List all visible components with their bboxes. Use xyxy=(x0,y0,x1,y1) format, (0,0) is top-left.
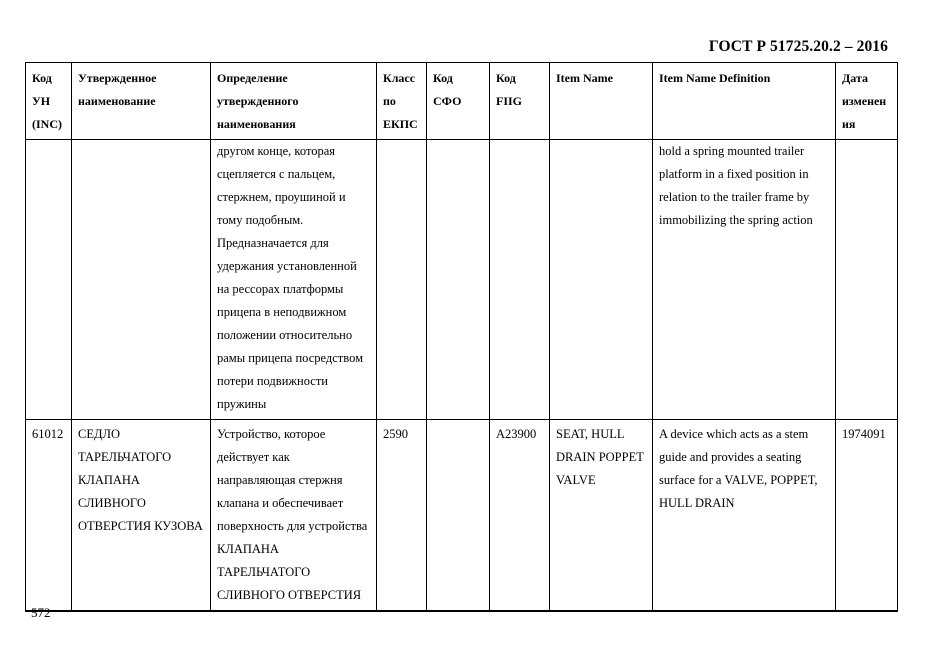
cell-ekps-class: 2590 xyxy=(377,420,427,612)
cell-approved-name: СЕДЛО ТАРЕЛЬЧАТОГО КЛАПАНА СЛИВНОГО ОТВЕРСТИЯ КУЗОВА xyxy=(72,420,211,612)
cell-definition: другом конце, которая сцепляется с пальцем, стержнем, проушиной и тому подобным. Предназначается для удержания установленной на рессорах платформы прицепа в неподвижном положении относительно рамы прицепа посредством потери подвижности пружины xyxy=(211,140,377,420)
cell-definition: Устройство, которое действует как направляющая стержня клапана и обеспечивает поверхность для устройства КЛАПАНА ТАРЕЛЬЧАТОГО СЛИВНОГО ОТВЕРСТИЯ xyxy=(211,420,377,612)
column-header xyxy=(72,63,211,140)
cell-ekps-class xyxy=(377,140,427,420)
column-header-line: утвержденного xyxy=(217,94,299,108)
cell-fiig-code xyxy=(490,140,550,420)
catalog-table xyxy=(25,62,898,612)
column-header-line: Item Name xyxy=(556,71,613,85)
column-header-line: Определение xyxy=(217,71,288,85)
cell-item-name: SEAT, HULL DRAIN POPPET VALVE xyxy=(550,420,653,612)
cell-change-date: 1974091 xyxy=(836,420,898,612)
column-header xyxy=(836,63,898,140)
cell-approved-name xyxy=(72,140,211,420)
table-row xyxy=(26,420,898,612)
column-header xyxy=(427,63,490,140)
column-header-line: ия xyxy=(842,117,856,131)
cell-inc: 61012 xyxy=(26,420,72,612)
cell-item-name xyxy=(550,140,653,420)
column-header-line: (INC) xyxy=(32,117,62,131)
cell-fiig-code: A23900 xyxy=(490,420,550,612)
column-header xyxy=(26,63,72,140)
column-header xyxy=(653,63,836,140)
table-row xyxy=(26,140,898,420)
column-header xyxy=(490,63,550,140)
table-body xyxy=(26,140,898,612)
column-header-line: FIIG xyxy=(496,94,523,108)
cell-change-date xyxy=(836,140,898,420)
column-header-line: Утвержденное xyxy=(78,71,157,85)
table-header xyxy=(26,63,898,140)
column-header-line: наименование xyxy=(78,94,156,108)
column-header-line: СФО xyxy=(433,94,462,108)
column-header-line: Дата xyxy=(842,71,868,85)
column-header xyxy=(377,63,427,140)
cell-sfo-code xyxy=(427,420,490,612)
document-standard-header: ГОСТ Р 51725.20.2 – 2016 xyxy=(708,38,888,55)
header-row xyxy=(26,63,898,140)
page-number: 572 xyxy=(31,605,51,620)
column-header-line: Класс xyxy=(383,71,416,85)
column-header xyxy=(211,63,377,140)
cell-item-name-definition: A device which acts as a stem guide and provides a seating surface for a VALVE, POPPET, HULL DRAIN xyxy=(653,420,836,612)
column-header xyxy=(550,63,653,140)
column-header-line: по xyxy=(383,94,396,108)
column-header-line: Код xyxy=(433,71,453,85)
cell-sfo-code xyxy=(427,140,490,420)
column-header-line: изменен xyxy=(842,94,887,108)
column-header-line: ЕКПС xyxy=(383,117,418,131)
column-header-line: Item Name Definition xyxy=(659,71,771,85)
column-header-line: Код xyxy=(496,71,516,85)
cell-inc xyxy=(26,140,72,420)
cell-item-name-definition: hold a spring mounted trailer platform in a fixed position in relation to the trailer frame by immobilizing the spring action xyxy=(653,140,836,420)
column-header-line: наименования xyxy=(217,117,296,131)
column-header-line: Код xyxy=(32,71,52,85)
column-header-line: УН xyxy=(32,94,51,108)
